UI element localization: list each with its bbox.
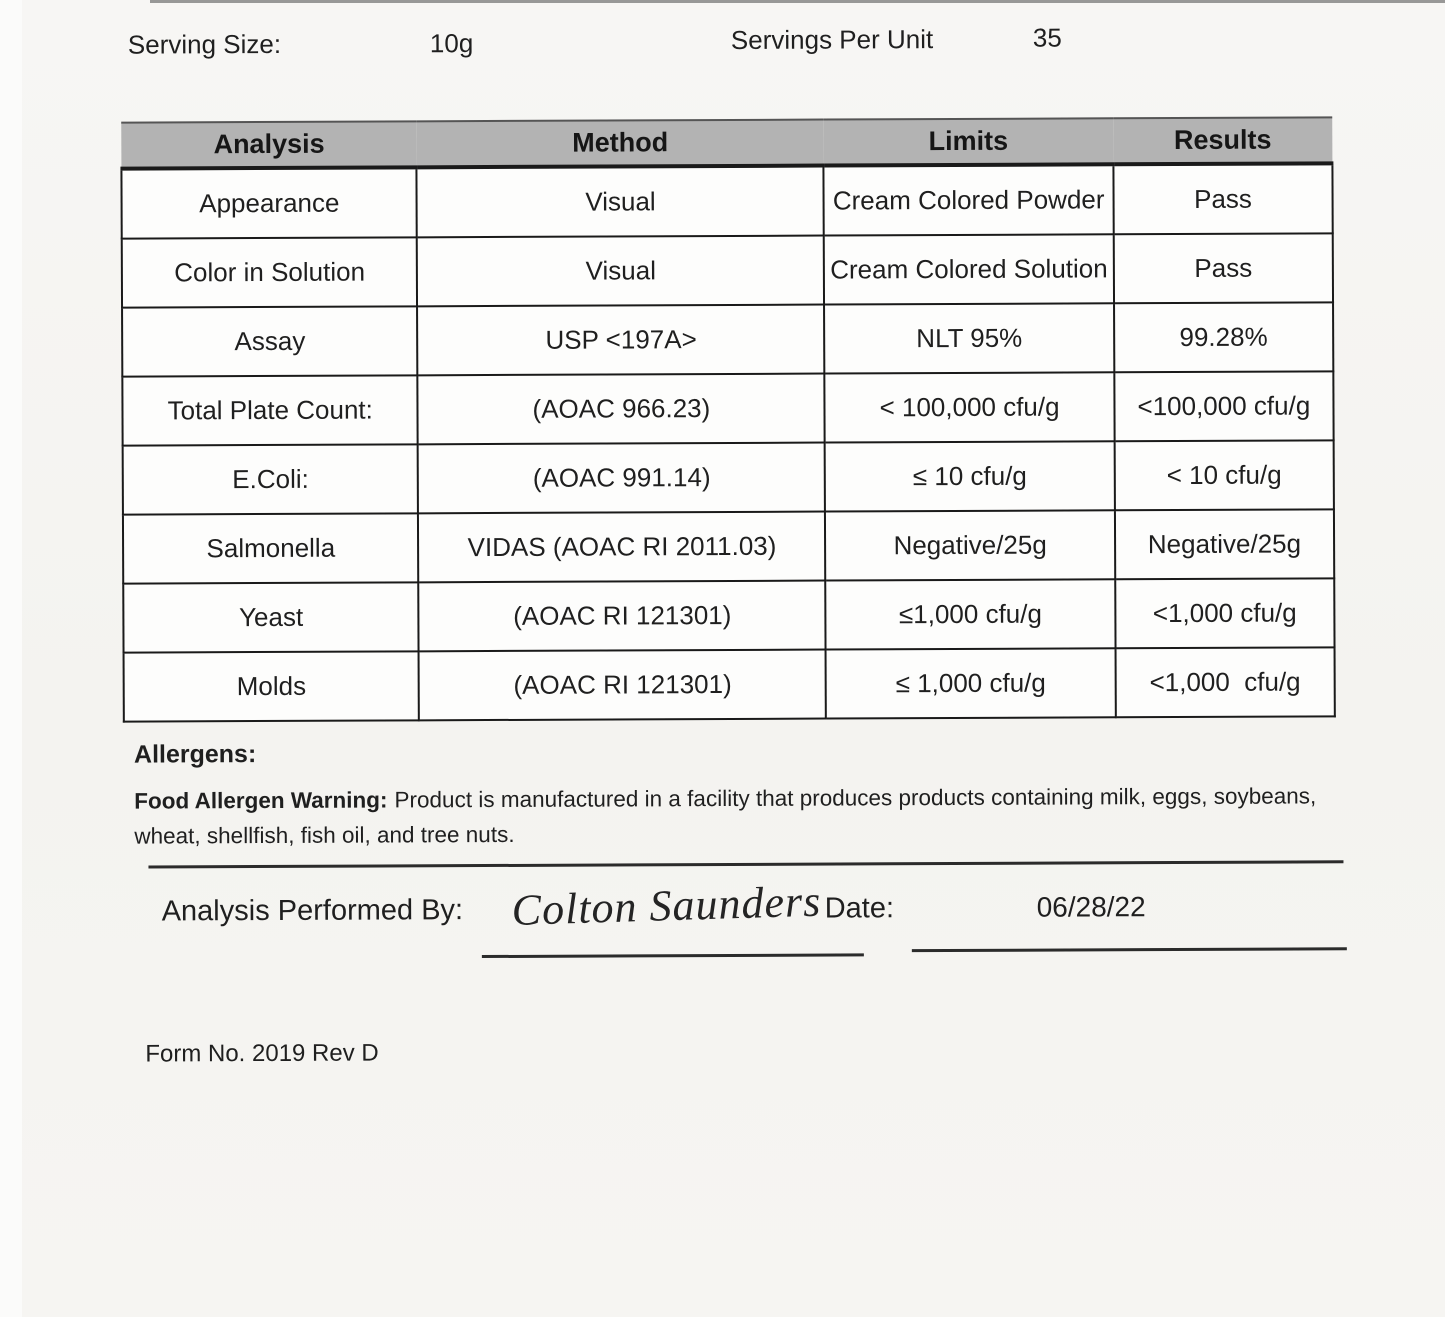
cell-method: (AOAC RI 121301) <box>419 650 826 721</box>
cell-analysis: Total Plate Count: <box>122 375 418 445</box>
servings-per-unit-value: 35 <box>1032 22 1062 53</box>
analysis-results-table <box>120 116 1336 722</box>
cell-limits: Cream Colored Solution <box>824 234 1114 304</box>
food-allergen-warning <box>134 779 1339 854</box>
allergens-heading: Allergens: <box>133 740 257 769</box>
table-row-molds <box>124 647 1335 721</box>
cell-limits: < 100,000 cfu/g <box>825 372 1115 442</box>
analyst-signature: Colton Saunders <box>510 876 822 935</box>
cell-method: VIDAS (AOAC RI 2011.03) <box>418 512 825 583</box>
date-underline <box>912 947 1347 952</box>
cell-results: < 10 cfu/g <box>1114 440 1334 510</box>
cell-method: (AOAC 966.23) <box>418 374 825 445</box>
table-row-ecoli <box>123 440 1334 514</box>
table-row-total-plate-count <box>122 371 1333 445</box>
column-header-method: Method <box>417 120 824 168</box>
signature-underline <box>482 953 864 958</box>
cell-limits: Cream Colored Powder <box>824 164 1114 235</box>
cell-results: 99.28% <box>1114 302 1334 372</box>
analysis-performed-by-label: Analysis Performed By: <box>161 894 464 928</box>
servings-per-unit-label: Servings Per Unit <box>730 24 934 55</box>
cell-method: USP <197A> <box>418 305 825 376</box>
cell-limits: ≤ 10 cfu/g <box>825 441 1115 511</box>
table-header-row <box>121 117 1332 168</box>
table-row-color-in-solution <box>122 233 1333 307</box>
form-number: Form No. 2019 Rev D <box>145 1039 379 1068</box>
cell-method: Visual <box>417 166 824 238</box>
cell-analysis: Assay <box>122 306 418 376</box>
cell-analysis: Salmonella <box>123 513 419 583</box>
food-allergen-warning-text: Product is manufactured in a facility that produces products containing milk, eggs, soybeans, wheat, shellfish, fish oil, and tree nuts. <box>134 783 1317 849</box>
serving-size-label: Serving Size: <box>127 28 282 60</box>
cell-limits: Negative/25g <box>825 510 1115 580</box>
table-row-yeast <box>123 578 1334 652</box>
cell-analysis: E.Coli: <box>123 444 419 514</box>
cell-method: (AOAC 991.14) <box>418 443 825 514</box>
table-row-salmonella <box>123 509 1334 583</box>
column-header-results: Results <box>1113 117 1332 164</box>
cell-results: <1,000 cfu/g <box>1115 647 1335 717</box>
cell-method: (AOAC RI 121301) <box>419 581 826 652</box>
cell-analysis: Appearance <box>121 167 417 238</box>
column-header-limits: Limits <box>824 118 1114 165</box>
table-row-assay <box>122 302 1333 376</box>
cell-results: Negative/25g <box>1115 509 1335 579</box>
cell-limits: ≤1,000 cfu/g <box>826 579 1116 649</box>
cell-limits: ≤ 1,000 cfu/g <box>826 648 1116 718</box>
cell-results: <1,000 cfu/g <box>1115 578 1335 648</box>
cell-results: Pass <box>1114 233 1334 303</box>
column-header-analysis: Analysis <box>121 121 417 168</box>
food-allergen-warning-label: Food Allergen Warning: <box>134 787 388 814</box>
cell-analysis: Yeast <box>123 582 419 652</box>
table-row-appearance <box>121 163 1332 238</box>
date-label: Date: <box>824 892 895 925</box>
cell-analysis: Color in Solution <box>122 237 418 307</box>
cell-limits: NLT 95% <box>824 303 1114 373</box>
cell-results: Pass <box>1113 163 1333 234</box>
signature-section-divider <box>148 860 1343 868</box>
date-value: 06/28/22 <box>1036 891 1146 923</box>
cell-results: <100,000 cfu/g <box>1114 371 1334 441</box>
cell-analysis: Molds <box>124 651 420 721</box>
serving-size-value: 10g <box>429 28 474 59</box>
cell-method: Visual <box>417 236 824 307</box>
